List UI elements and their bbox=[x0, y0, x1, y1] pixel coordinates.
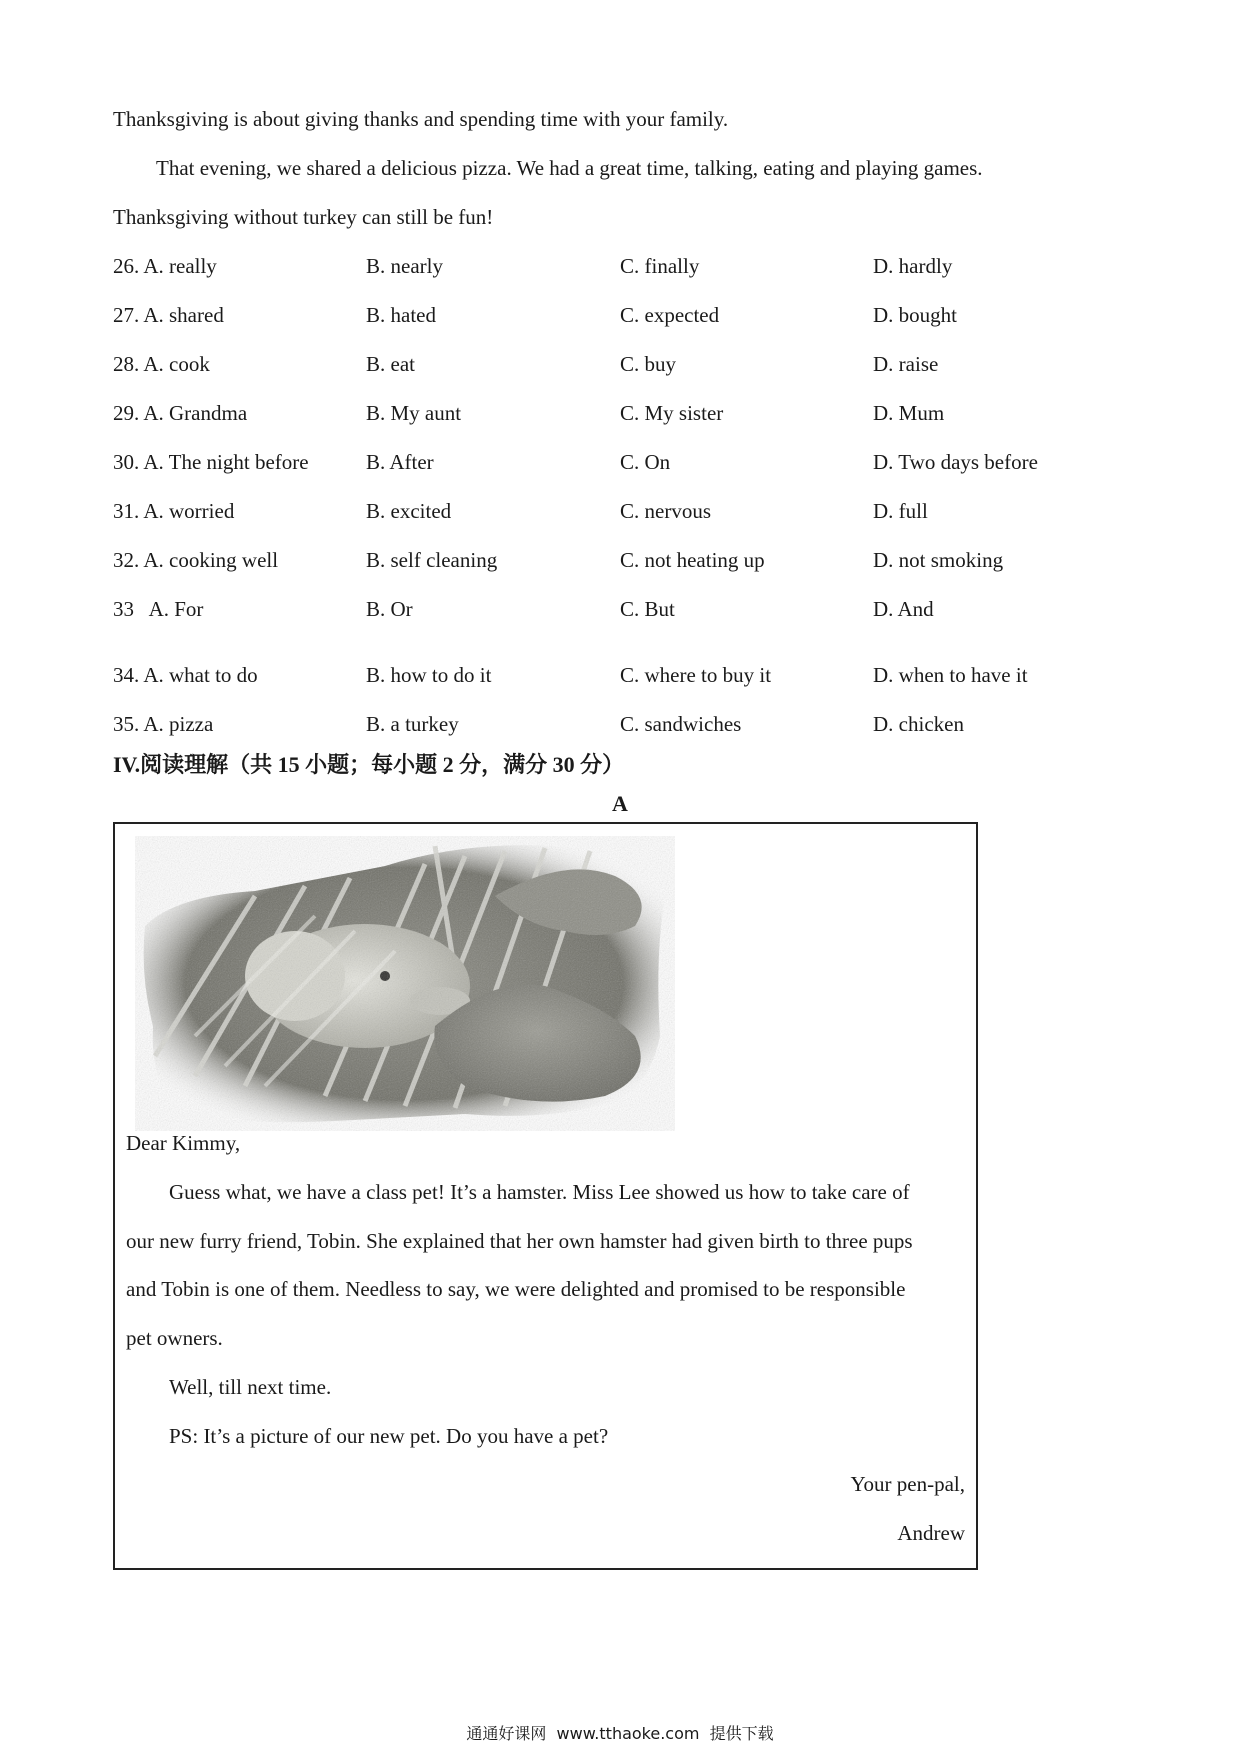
question-row-26 bbox=[113, 253, 1113, 279]
option-d: D. And bbox=[873, 597, 934, 621]
option-b: B. nearly bbox=[366, 254, 443, 278]
section-heading: IV.阅读理解（共 15 小题；每小题 2 分，满分 30 分） bbox=[113, 752, 625, 777]
option-a: 28. A. cook bbox=[113, 352, 210, 376]
option-b: B. excited bbox=[366, 499, 452, 523]
option-a: 35. A. pizza bbox=[113, 712, 214, 736]
option-b: B. a turkey bbox=[366, 712, 459, 736]
hamster-photo-icon bbox=[135, 836, 675, 1131]
question-row-28 bbox=[113, 351, 1113, 377]
option-b: B. Or bbox=[366, 597, 413, 621]
option-c: C. sandwiches bbox=[620, 712, 742, 736]
page-footer: 通通好课网 www.tthaoke.com 提供下载 bbox=[466, 1724, 774, 1743]
letter-box bbox=[113, 822, 978, 1570]
option-d: D. not smoking bbox=[873, 548, 1004, 572]
option-a: 33 A. For bbox=[113, 597, 204, 621]
letter-body-line-3: and Tobin is one of them. Needless to say, we were delighted and promised to be responsible bbox=[126, 1277, 906, 1301]
option-d: D. Two days before bbox=[873, 450, 1038, 474]
option-a: 31. A. worried bbox=[113, 499, 235, 523]
question-row-32 bbox=[113, 547, 1113, 573]
option-a: 30. A. The night before bbox=[113, 450, 309, 474]
question-row-33 bbox=[113, 596, 1113, 622]
letter-ps-line: PS: It’s a picture of our new pet. Do you have a pet? bbox=[169, 1424, 609, 1448]
option-c: C. not heating up bbox=[620, 548, 765, 572]
intro-line-2: That evening, we shared a delicious pizza. We had a great time, talking, eating and playing games. bbox=[156, 156, 983, 180]
intro-line-1: Thanksgiving is about giving thanks and spending time with your family. bbox=[113, 107, 729, 131]
option-c: C. expected bbox=[620, 303, 720, 327]
question-row-29 bbox=[113, 400, 1113, 426]
option-b: B. eat bbox=[366, 352, 415, 376]
option-c: C. nervous bbox=[620, 499, 711, 523]
option-b: B. My aunt bbox=[366, 401, 462, 425]
question-row-31 bbox=[113, 498, 1113, 524]
option-b: B. After bbox=[366, 450, 434, 474]
letter-body-line-1: Guess what, we have a class pet! It’s a hamster. Miss Lee showed us how to take care of bbox=[169, 1180, 910, 1204]
question-row-35 bbox=[113, 711, 1113, 737]
option-c: C. But bbox=[620, 597, 675, 621]
option-a: 27. A. shared bbox=[113, 303, 224, 327]
letter-closing-line: Well, till next time. bbox=[169, 1375, 332, 1399]
option-b: B. self cleaning bbox=[366, 548, 498, 572]
option-a: 32. A. cooking well bbox=[113, 548, 279, 572]
option-b: B. how to do it bbox=[366, 663, 492, 687]
letter-signature: Andrew bbox=[897, 1521, 965, 1545]
passage-label: A bbox=[612, 791, 628, 816]
option-d: D. hardly bbox=[873, 254, 953, 278]
intro-line-3: Thanksgiving without turkey can still be fun! bbox=[113, 205, 494, 229]
letter-body-line-2: our new furry friend, Tobin. She explained that her own hamster had given birth to three pups bbox=[126, 1229, 913, 1253]
option-c: C. buy bbox=[620, 352, 677, 376]
option-c: C. On bbox=[620, 450, 671, 474]
option-a: 29. A. Grandma bbox=[113, 401, 248, 425]
option-a: 26. A. really bbox=[113, 254, 217, 278]
option-c: C. finally bbox=[620, 254, 700, 278]
option-d: D. chicken bbox=[873, 712, 964, 736]
letter-signoff: Your pen-pal, bbox=[850, 1472, 965, 1496]
question-row-30 bbox=[113, 449, 1113, 475]
option-d: D. raise bbox=[873, 352, 939, 376]
option-a: 34. A. what to do bbox=[113, 663, 258, 687]
option-d: D. bought bbox=[873, 303, 957, 327]
option-d: D. full bbox=[873, 499, 928, 523]
option-d: D. Mum bbox=[873, 401, 945, 425]
letter-salutation: Dear Kimmy, bbox=[126, 1131, 241, 1155]
option-b: B. hated bbox=[366, 303, 436, 327]
letter-body-line-4: pet owners. bbox=[126, 1326, 223, 1350]
option-c: C. where to buy it bbox=[620, 663, 772, 687]
question-row-34 bbox=[113, 662, 1113, 688]
question-row-27 bbox=[113, 302, 1113, 328]
option-d: D. when to have it bbox=[873, 663, 1028, 687]
option-c: C. My sister bbox=[620, 401, 724, 425]
